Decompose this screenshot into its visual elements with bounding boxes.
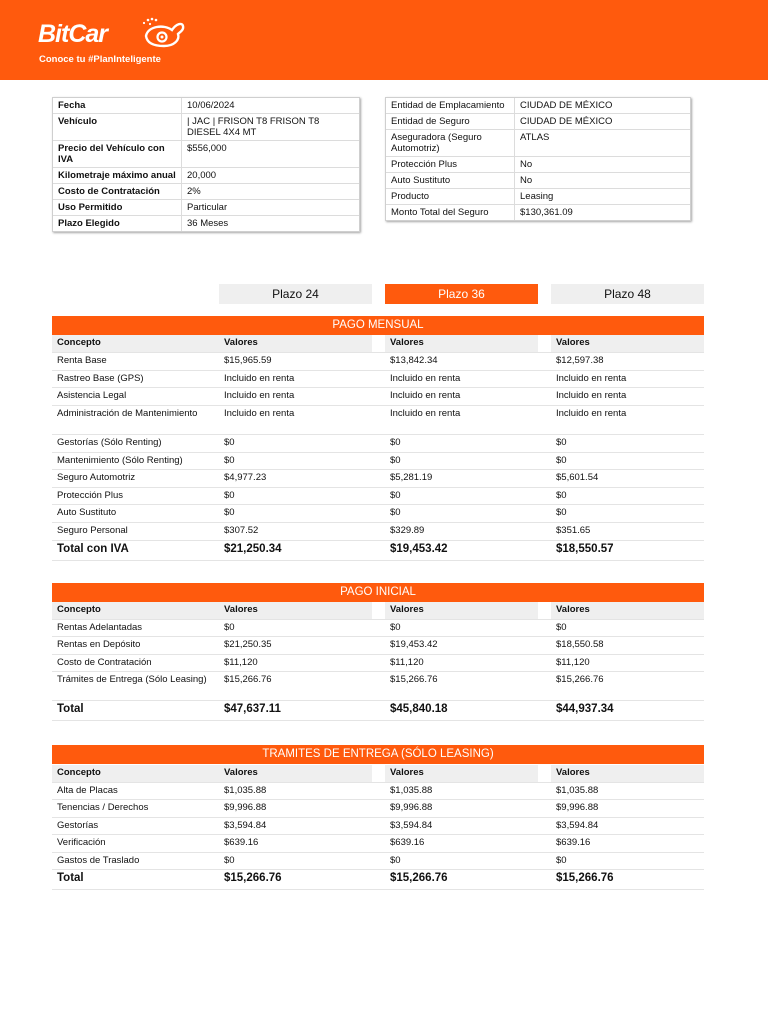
rabbit-icon [138, 16, 186, 52]
row-valor: $11,120 [224, 656, 258, 668]
row-valor: $0 [390, 489, 401, 501]
row-valor: $639.16 [390, 837, 425, 849]
header-valores: Valores [385, 765, 538, 782]
info-row [386, 157, 690, 173]
info-row [386, 130, 690, 157]
table-row [52, 835, 704, 852]
column-gap [538, 406, 551, 434]
row-valor: $12,597.38 [556, 355, 604, 366]
row-valor: Incluido en renta [556, 372, 627, 384]
table-row [52, 800, 704, 817]
row-valor: $0 [224, 489, 235, 501]
column-gap [538, 800, 551, 816]
info-row [386, 189, 690, 205]
column-gap [372, 870, 385, 889]
info-value: Leasing [514, 189, 690, 204]
vehicle-info-table [52, 97, 360, 232]
header-valores: Valores [551, 602, 704, 619]
column-gap [538, 637, 551, 653]
column-gap [372, 602, 385, 619]
tramites-table [52, 765, 704, 890]
table-row [52, 470, 704, 488]
table-row [52, 818, 704, 835]
row-valor: $0 [224, 854, 235, 866]
table-row [52, 783, 704, 800]
row-concepto: Asistencia Legal [57, 390, 127, 402]
header-valores: Valores [385, 602, 538, 619]
table-row [52, 371, 704, 389]
header-valores: Valores [219, 602, 372, 619]
column-gap [372, 435, 385, 452]
total-row [52, 870, 704, 890]
total-value: $15,266.76 [390, 871, 448, 884]
row-valor: $5,601.54 [556, 472, 599, 484]
table-row [52, 853, 704, 870]
column-gap [372, 488, 385, 505]
total-label: Total [57, 871, 84, 884]
row-concepto: Seguro Personal [57, 524, 128, 536]
total-value: $45,840.18 [390, 702, 448, 715]
info-value: ATLAS [514, 130, 690, 156]
header-valores: Valores [551, 765, 704, 782]
info-label: Kilometraje máximo anual [58, 170, 176, 181]
row-valor: $15,266.76 [390, 674, 438, 686]
column-gap [538, 435, 551, 452]
row-valor: $11,120 [556, 656, 590, 668]
row-valor: $1,035.88 [224, 785, 267, 796]
row-concepto: Administración de Mantenimiento [57, 407, 198, 419]
info-label: Protección Plus [391, 159, 458, 170]
total-label: Total con IVA [57, 542, 129, 555]
column-gap [372, 505, 385, 522]
row-valor: $0 [224, 507, 235, 519]
table-row [52, 406, 704, 435]
column-gap [372, 541, 385, 560]
row-valor: $0 [390, 454, 401, 466]
bitcar-logo [38, 16, 188, 56]
row-valor: $15,965.59 [224, 355, 272, 366]
info-row [386, 205, 690, 220]
total-value: $18,550.57 [556, 542, 614, 555]
row-valor: $0 [556, 436, 567, 448]
column-gap [372, 800, 385, 816]
info-value: No [514, 157, 690, 172]
row-concepto: Seguro Automotriz [57, 472, 136, 484]
row-valor: Incluido en renta [556, 407, 627, 419]
section-title-tramites: TRAMITES DE ENTREGA (SÓLO LEASING) [52, 745, 704, 764]
column-gap [538, 765, 551, 782]
column-gap [372, 371, 385, 388]
row-valor: Incluido en renta [390, 372, 461, 384]
info-label: Uso Permitido [58, 202, 123, 213]
row-concepto: Renta Base [57, 355, 107, 366]
info-label: Monto Total del Seguro [391, 207, 489, 218]
column-gap [538, 488, 551, 505]
info-value: $130,361.09 [514, 205, 690, 220]
info-label: Fecha [58, 100, 86, 111]
row-valor: $0 [390, 854, 401, 866]
row-valor: Incluido en renta [224, 407, 295, 419]
insurance-info-table [385, 97, 691, 221]
row-valor: $0 [224, 454, 235, 466]
column-gap [372, 835, 385, 851]
row-concepto: Verificación [57, 837, 106, 849]
info-value: 2% [181, 184, 359, 199]
row-valor: $9,996.88 [390, 802, 433, 814]
info-row [53, 98, 359, 114]
row-concepto: Rastreo Base (GPS) [57, 372, 144, 384]
row-valor: $18,550.58 [556, 639, 604, 651]
total-value: $15,266.76 [556, 871, 614, 884]
row-concepto: Gestorías (Sólo Renting) [57, 436, 162, 448]
row-valor: $0 [390, 507, 401, 519]
total-value: $44,937.34 [556, 702, 614, 715]
table-row [52, 388, 704, 406]
tab-plazo-36[interactable]: Plazo 36 [385, 284, 538, 304]
total-value: $21,250.34 [224, 542, 282, 555]
pago-inicial-table [52, 602, 704, 721]
column-gap [372, 335, 385, 352]
info-label: Vehículo [58, 116, 98, 127]
row-valor: $15,266.76 [556, 674, 604, 686]
info-label: Auto Sustituto [391, 175, 451, 186]
table-header-row [52, 335, 704, 353]
column-gap [538, 505, 551, 522]
table-header-row [52, 602, 704, 620]
table-row [52, 672, 704, 701]
row-concepto: Gestorías [57, 819, 99, 831]
header-concepto: Concepto [52, 335, 219, 352]
column-gap [538, 371, 551, 388]
column-gap [538, 818, 551, 834]
column-gap [372, 701, 385, 720]
column-gap [538, 672, 551, 700]
info-label: Entidad de Seguro [391, 116, 470, 127]
header-valores: Valores [219, 765, 372, 782]
column-gap [538, 835, 551, 851]
column-gap [538, 335, 551, 352]
row-valor: $351.65 [556, 524, 591, 536]
info-row [386, 98, 690, 114]
row-valor: $15,266.76 [224, 674, 272, 686]
row-valor: $1,035.88 [390, 785, 433, 796]
info-label: Entidad de Emplacamiento [391, 100, 505, 111]
total-label: Total [57, 702, 84, 715]
row-valor: $0 [556, 622, 567, 633]
column-gap [538, 541, 551, 560]
row-valor: Incluido en renta [390, 390, 461, 402]
row-valor: $0 [556, 507, 567, 519]
row-concepto: Auto Sustituto [57, 507, 117, 519]
page-header [0, 0, 768, 80]
info-label: Aseguradora (Seguro Automotriz) [391, 132, 482, 154]
row-concepto: Tenencias / Derechos [57, 802, 149, 814]
column-gap [538, 620, 551, 636]
row-valor: Incluido en renta [390, 407, 461, 419]
row-valor: $0 [390, 622, 401, 633]
header-valores: Valores [551, 335, 704, 352]
column-gap [372, 853, 385, 869]
info-label: Plazo Elegido [58, 218, 120, 229]
column-gap [372, 620, 385, 636]
info-value: Particular [181, 200, 359, 215]
column-gap [372, 523, 385, 540]
info-row [53, 184, 359, 200]
row-concepto: Gastos de Traslado [57, 854, 140, 866]
info-row [386, 114, 690, 130]
section-title-pago-mensual: PAGO MENSUAL [52, 316, 704, 335]
row-concepto: Rentas Adelantadas [57, 622, 143, 633]
table-row [52, 453, 704, 471]
column-gap [372, 353, 385, 370]
row-valor: $0 [224, 436, 235, 448]
column-gap [372, 388, 385, 405]
row-valor: $639.16 [556, 837, 591, 849]
row-concepto: Mantenimiento (Sólo Renting) [57, 454, 183, 466]
header-valores: Valores [385, 335, 538, 352]
info-row [53, 216, 359, 231]
row-valor: $3,594.84 [556, 819, 599, 831]
tab-plazo-48[interactable]: Plazo 48 [551, 284, 704, 304]
column-gap [372, 765, 385, 782]
info-value: CIUDAD DE MÉXICO [514, 98, 690, 113]
row-valor: Incluido en renta [224, 372, 295, 384]
column-gap [372, 406, 385, 434]
column-gap [538, 602, 551, 619]
info-row [386, 173, 690, 189]
info-label: Precio del Vehículo con IVA [58, 143, 165, 165]
header-concepto: Concepto [52, 602, 219, 619]
table-row [52, 505, 704, 523]
tagline: Conoce tu #PlanInteligente [39, 54, 161, 65]
info-label: Producto [391, 191, 430, 202]
table-row [52, 353, 704, 371]
total-value: $19,453.42 [390, 542, 448, 555]
row-concepto: Costo de Contratación [57, 656, 152, 668]
pago-mensual-table [52, 335, 704, 561]
info-value: | JAC | FRISON T8 FRISON T8 DIESEL 4X4 MT [181, 114, 359, 140]
column-gap [372, 655, 385, 671]
column-gap [538, 701, 551, 720]
table-row [52, 523, 704, 541]
column-gap [538, 870, 551, 889]
info-label: Costo de Contratación [58, 186, 160, 197]
column-gap [372, 783, 385, 799]
column-gap [538, 853, 551, 869]
table-row [52, 488, 704, 506]
column-gap [538, 353, 551, 370]
table-row [52, 637, 704, 654]
column-gap [372, 470, 385, 487]
row-valor: $1,035.88 [556, 785, 599, 796]
row-valor: $307.52 [224, 524, 259, 536]
header-concepto: Concepto [52, 765, 219, 782]
row-valor: $4,977.23 [224, 472, 267, 484]
table-header-row [52, 765, 704, 783]
info-row [53, 168, 359, 184]
info-value: 20,000 [181, 168, 359, 183]
row-valor: Incluido en renta [224, 390, 295, 402]
row-valor: $639.16 [224, 837, 259, 849]
total-value: $15,266.76 [224, 871, 282, 884]
tab-plazo-24[interactable]: Plazo 24 [219, 284, 372, 304]
section-title-pago-inicial: PAGO INICIAL [52, 583, 704, 602]
info-value: 36 Meses [181, 216, 359, 231]
row-valor: $0 [556, 454, 567, 466]
column-gap [538, 783, 551, 799]
total-row [52, 541, 704, 561]
column-gap [538, 655, 551, 671]
row-valor: $9,996.88 [556, 802, 599, 814]
row-valor: $3,594.84 [390, 819, 433, 831]
row-valor: $329.89 [390, 524, 425, 536]
row-valor: $5,281.19 [390, 472, 433, 484]
logo-text: BitCar [38, 20, 108, 48]
row-valor: $0 [390, 436, 401, 448]
row-valor: $9,996.88 [224, 802, 267, 814]
table-row [52, 655, 704, 672]
row-concepto: Alta de Placas [57, 785, 118, 796]
row-concepto: Trámites de Entrega (Sólo Leasing) [57, 674, 207, 686]
column-gap [372, 453, 385, 470]
row-valor: $21,250.35 [224, 639, 272, 651]
row-valor: $13,842.34 [390, 355, 438, 366]
row-concepto: Rentas en Depósito [57, 639, 141, 651]
info-row [53, 141, 359, 168]
row-valor: Incluido en renta [556, 390, 627, 402]
column-gap [538, 470, 551, 487]
column-gap [538, 523, 551, 540]
info-value: No [514, 173, 690, 188]
column-gap [372, 818, 385, 834]
table-row [52, 620, 704, 637]
header-valores: Valores [219, 335, 372, 352]
row-valor: $11,120 [390, 656, 424, 668]
column-gap [538, 388, 551, 405]
column-gap [538, 453, 551, 470]
column-gap [372, 637, 385, 653]
column-gap [372, 672, 385, 700]
info-value: 10/06/2024 [181, 98, 359, 113]
info-value: $556,000 [181, 141, 359, 167]
info-row [53, 114, 359, 141]
row-valor: $0 [556, 489, 567, 501]
info-value: CIUDAD DE MÉXICO [514, 114, 690, 129]
total-row [52, 701, 704, 721]
info-row [53, 200, 359, 216]
row-valor: $3,594.84 [224, 819, 267, 831]
total-value: $47,637.11 [224, 702, 281, 715]
row-valor: $0 [224, 622, 235, 633]
table-row [52, 435, 704, 453]
row-valor: $19,453.42 [390, 639, 438, 651]
row-concepto: Protección Plus [57, 489, 124, 501]
row-valor: $0 [556, 854, 567, 866]
